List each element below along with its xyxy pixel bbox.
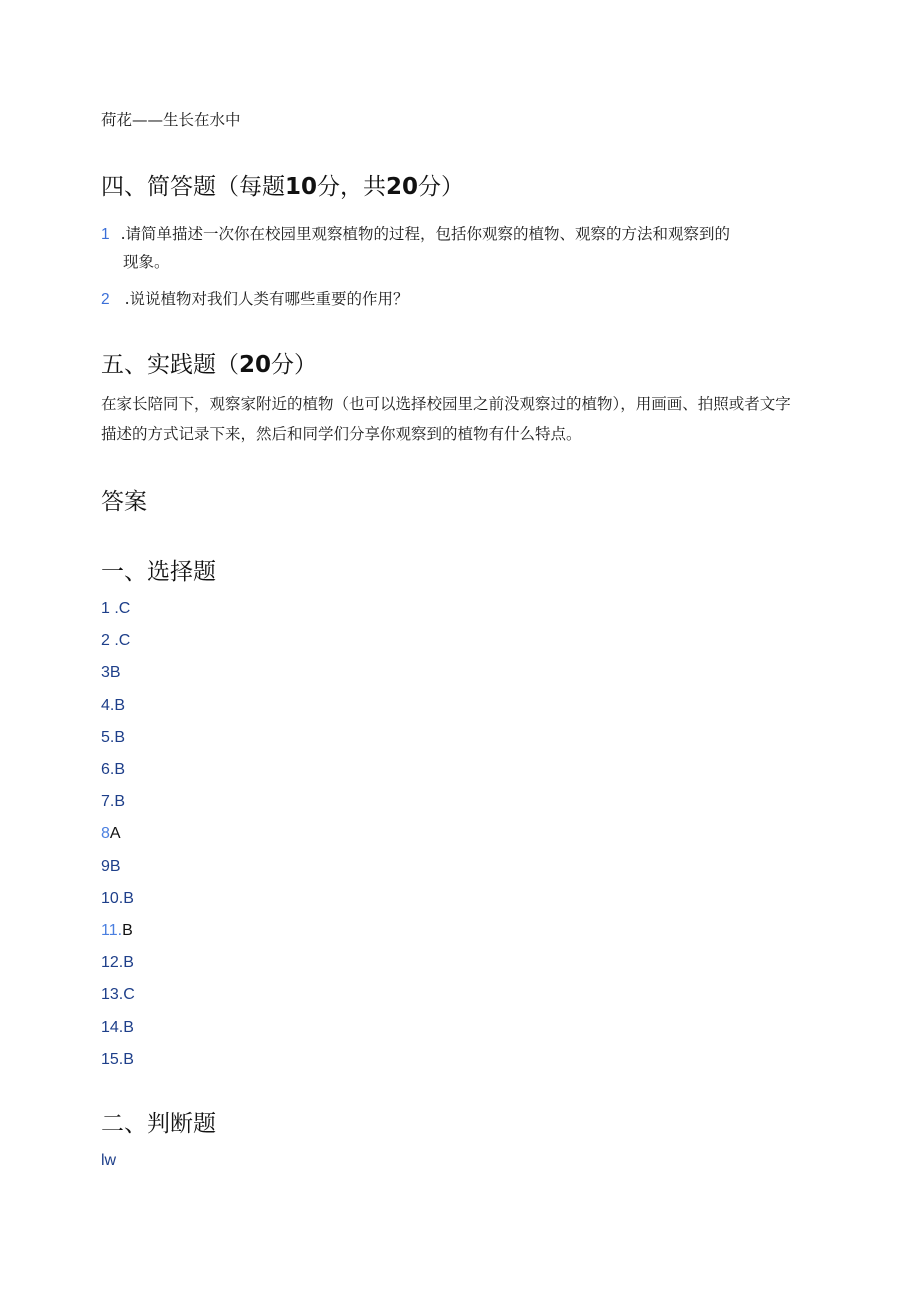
- answer-number: 6: [101, 761, 110, 778]
- answer-item-11: [101, 922, 133, 940]
- answer-separator: .: [118, 1051, 124, 1068]
- section2-first-answer: lw: [101, 1152, 117, 1169]
- answer-item-8: [101, 825, 121, 843]
- answer-letter: B: [114, 697, 126, 714]
- answer-separator: .: [109, 697, 115, 714]
- question-2-number: 2: [101, 291, 110, 308]
- answer-letter: B: [114, 761, 126, 778]
- answer-letter: C: [123, 986, 135, 1003]
- question-2-text: .说说植物对我们人类有哪些重要的作用？: [124, 290, 409, 308]
- section4-title-n2: 20: [386, 174, 419, 200]
- answer-number: 2: [101, 632, 110, 649]
- answer-separator: .: [117, 922, 123, 939]
- answer-number: 11: [101, 922, 118, 939]
- section4-title: [101, 168, 464, 201]
- section5-title: [101, 346, 317, 379]
- answer-number: 13: [101, 986, 119, 1003]
- answer-letter: B: [109, 664, 121, 681]
- question-2: [101, 287, 409, 309]
- answer-number: 3: [101, 664, 110, 681]
- answer-letter: B: [123, 1019, 134, 1036]
- answer-number: 9: [101, 858, 110, 875]
- answer-separator: .: [109, 761, 115, 778]
- question-1-line2: 现象。: [123, 253, 170, 271]
- answer-number: 5: [101, 729, 110, 746]
- section5-title-suffix: 分）: [271, 352, 318, 378]
- answer-item-12: [101, 954, 134, 972]
- answer-letter: B: [109, 858, 121, 875]
- answer-letter: B: [123, 1051, 134, 1068]
- answer-item-4: [101, 697, 125, 715]
- section5-title-prefix: 五、实践题（: [101, 352, 239, 378]
- section4-title-n1: 10: [285, 174, 318, 200]
- question-1-line1: .请简单描述一次你在校园里观察植物的过程，包括你观察的植物、观察的方法和观察到的: [120, 225, 730, 243]
- section2-answers-title: 二、判断题: [101, 1111, 216, 1137]
- answer-separator: .: [109, 600, 119, 617]
- answer-number: 10: [101, 890, 119, 907]
- answer-separator: .: [118, 890, 124, 907]
- answer-item-1: [101, 600, 130, 618]
- answer-number: 12: [101, 954, 119, 971]
- answer-item-15: [101, 1051, 134, 1069]
- answer-item-13: [101, 986, 135, 1004]
- answer-separator: .: [109, 793, 115, 810]
- section5-title-n: 20: [239, 352, 272, 378]
- answer-item-2: [101, 632, 130, 650]
- answer-letter: C: [118, 600, 131, 617]
- answer-item-10: [101, 890, 134, 908]
- answer-item-5: [101, 729, 125, 747]
- answer-separator: .: [118, 954, 124, 971]
- answer-number: 8: [101, 825, 110, 842]
- answer-number: 15: [101, 1051, 119, 1068]
- section4-title-mid: 分，共: [317, 174, 387, 200]
- answer-item-3: [101, 664, 121, 682]
- answer-number: 7: [101, 793, 110, 810]
- answer-item-9: [101, 858, 121, 876]
- answer-item-6: [101, 761, 125, 779]
- answer-separator: .: [118, 986, 124, 1003]
- answer-number: 4: [101, 697, 110, 714]
- section1-answers-title: 一、选择题: [101, 559, 216, 585]
- section4-title-suffix: 分）: [418, 174, 465, 200]
- answer-separator: .: [118, 1019, 124, 1036]
- section4-title-prefix: 四、简答题（每题: [101, 174, 285, 200]
- answer-separator: .: [109, 632, 119, 649]
- answer-letter: A: [109, 825, 121, 842]
- answer-item-7: [101, 793, 125, 811]
- answer-number: 14: [101, 1019, 119, 1036]
- question-1-number: 1: [101, 226, 110, 243]
- answer-letter: B: [123, 890, 134, 907]
- answer-letter: B: [114, 729, 126, 746]
- answer-letter: C: [118, 632, 131, 649]
- answers-heading: 答案: [101, 489, 147, 515]
- section5-paragraph: 在家长陪同下，观察家附近的植物（也可以选择校园里之前没观察过的植物），用画画、拍照或者文字描述的方式记录下来，然后和同学们分享你观察到的植物有什么特点。: [101, 395, 791, 443]
- question-1: [101, 222, 730, 244]
- answer-separator: .: [109, 729, 115, 746]
- answer-letter: B: [122, 922, 133, 939]
- answer-item-14: [101, 1019, 134, 1037]
- answer-letter: B: [114, 793, 126, 810]
- answer-number: 1: [101, 600, 110, 617]
- answer-letter: B: [123, 954, 134, 971]
- intro-line: 荷花——生长在水中: [101, 111, 241, 129]
